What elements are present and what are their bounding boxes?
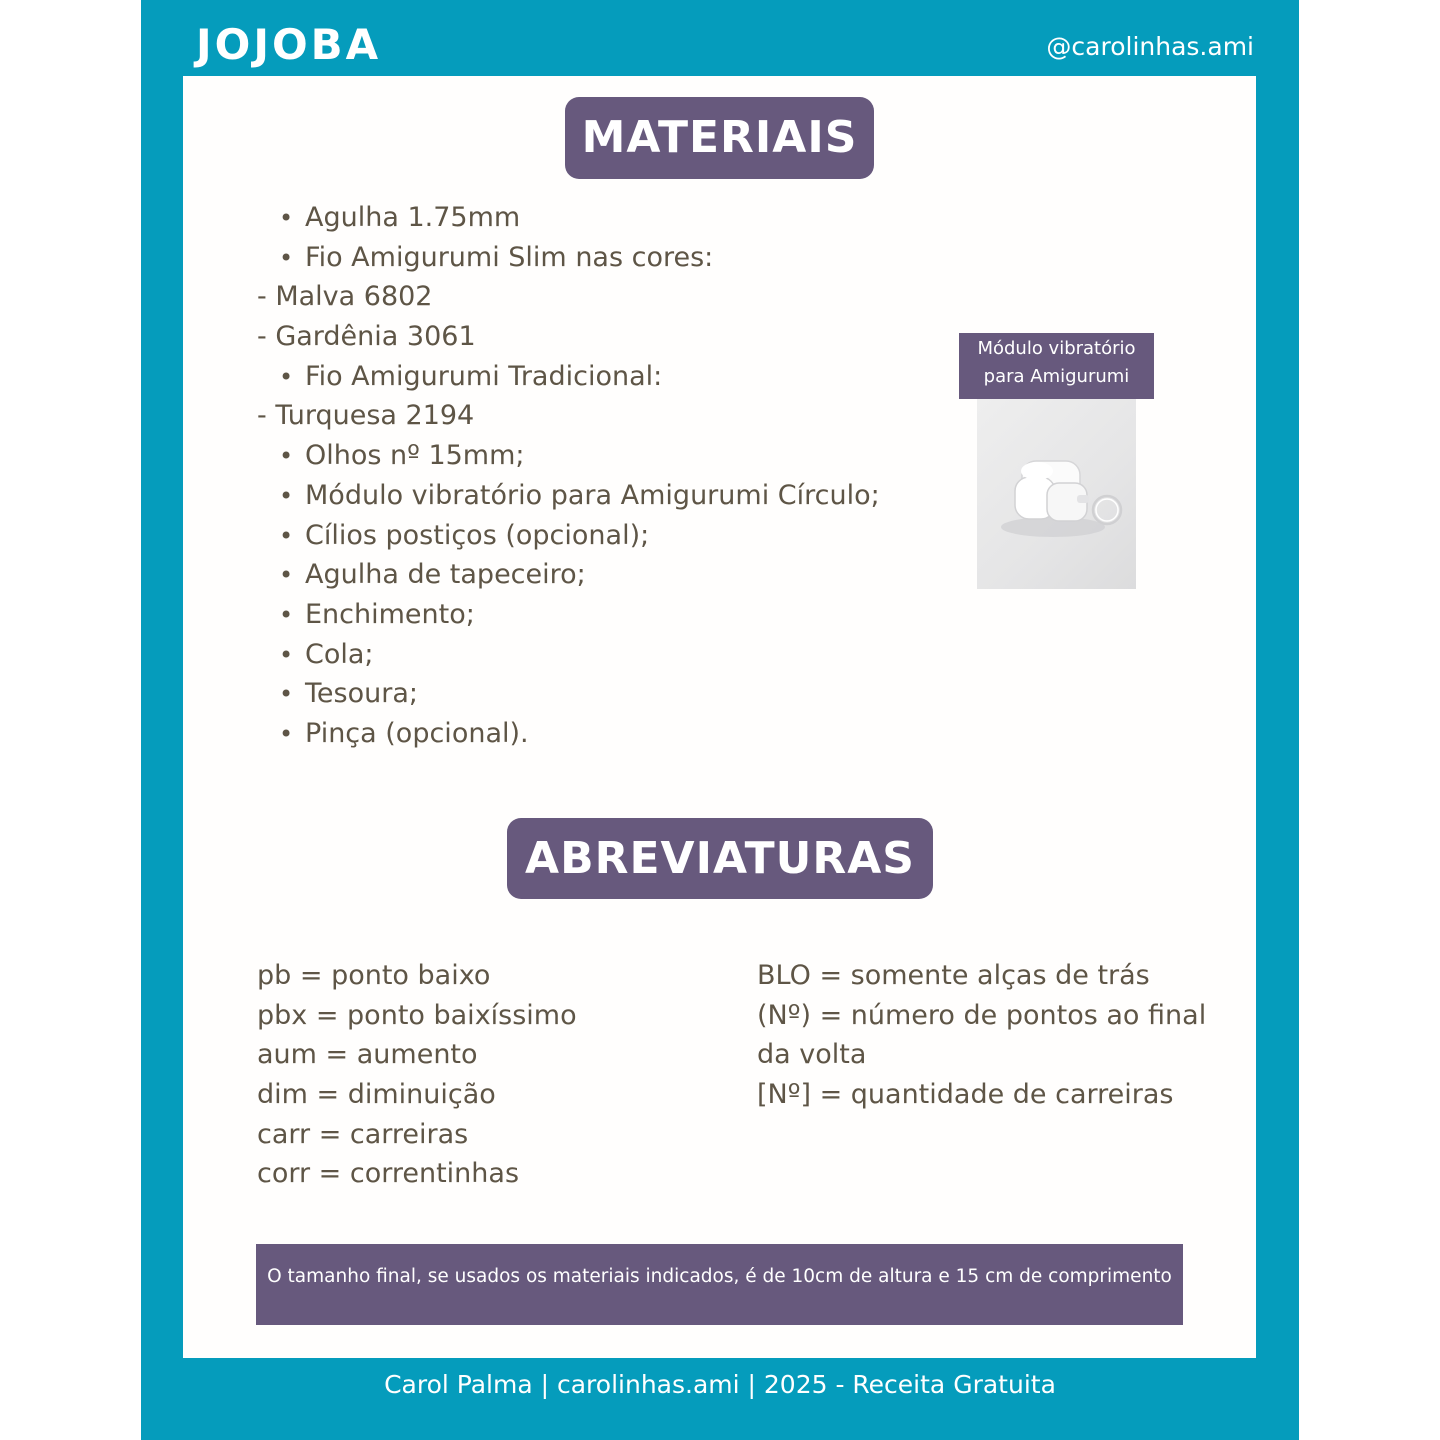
list-item: - Malva 6802 [257, 281, 433, 313]
vibration-module-photo [977, 399, 1136, 589]
list-item: [Nº] = quantidade de carreiras [757, 1079, 1174, 1111]
abreviaturas-heading: ABREVIATURAS [507, 818, 933, 899]
list-item: - Turquesa 2194 [257, 400, 475, 432]
materiais-heading: MATERIAIS [565, 97, 874, 179]
pattern-title: JOJOBA [196, 20, 382, 69]
list-item: - Gardênia 3061 [257, 321, 476, 353]
list-item: • Agulha de tapeceiro; [257, 555, 880, 595]
author-handle: @carolinhas.ami [1046, 32, 1254, 61]
list-item: carr = carreiras [257, 1118, 469, 1150]
list-item: corr = correntinhas [257, 1158, 520, 1190]
list-item: • Cílios postiços (opcional); [257, 516, 880, 556]
vibration-module-icon [977, 399, 1136, 589]
list-item: pb = ponto baixo [257, 960, 491, 991]
list-item: • Tesoura; [257, 674, 880, 714]
list-item: BLO = somente alças de trás [757, 960, 1150, 991]
list-item: • Pinça (opcional). [257, 714, 880, 754]
footer-credits: Carol Palma | carolinhas.ami | 2025 - Receita Gratuita [384, 1370, 1056, 1399]
list-item: • Fio Amigurumi Slim nas cores: [257, 238, 880, 278]
list-item: • Enchimento; [257, 595, 880, 635]
list-item: • Agulha 1.75mm [257, 198, 880, 238]
list-item: • Fio Amigurumi Tradicional: [257, 357, 880, 397]
list-item: aum = aumento [257, 1039, 478, 1071]
image-caption-line: Módulo vibratório [977, 338, 1136, 359]
list-item: • Olhos nº 15mm; [257, 436, 880, 476]
list-item: (Nº) = número de pontos ao final [757, 999, 1207, 1031]
image-caption [959, 333, 1154, 399]
list-item: • Módulo vibratório para Amigurumi Círculo; [257, 476, 880, 516]
image-caption-line: para Amigurumi [983, 366, 1130, 387]
abbreviations-right [757, 956, 1206, 1115]
list-item: • Cola; [257, 635, 880, 675]
list-item: da volta [757, 1039, 867, 1071]
abbreviations-left [257, 956, 577, 1194]
list-item: dim = diminuição [257, 1079, 496, 1111]
list-item: pbx = ponto baixíssimo [257, 999, 577, 1031]
materials-list [257, 198, 880, 754]
size-note: O tamanho final, se usados os materiais indicados, é de 10cm de altura e 15 cm de comprimento [256, 1244, 1183, 1325]
